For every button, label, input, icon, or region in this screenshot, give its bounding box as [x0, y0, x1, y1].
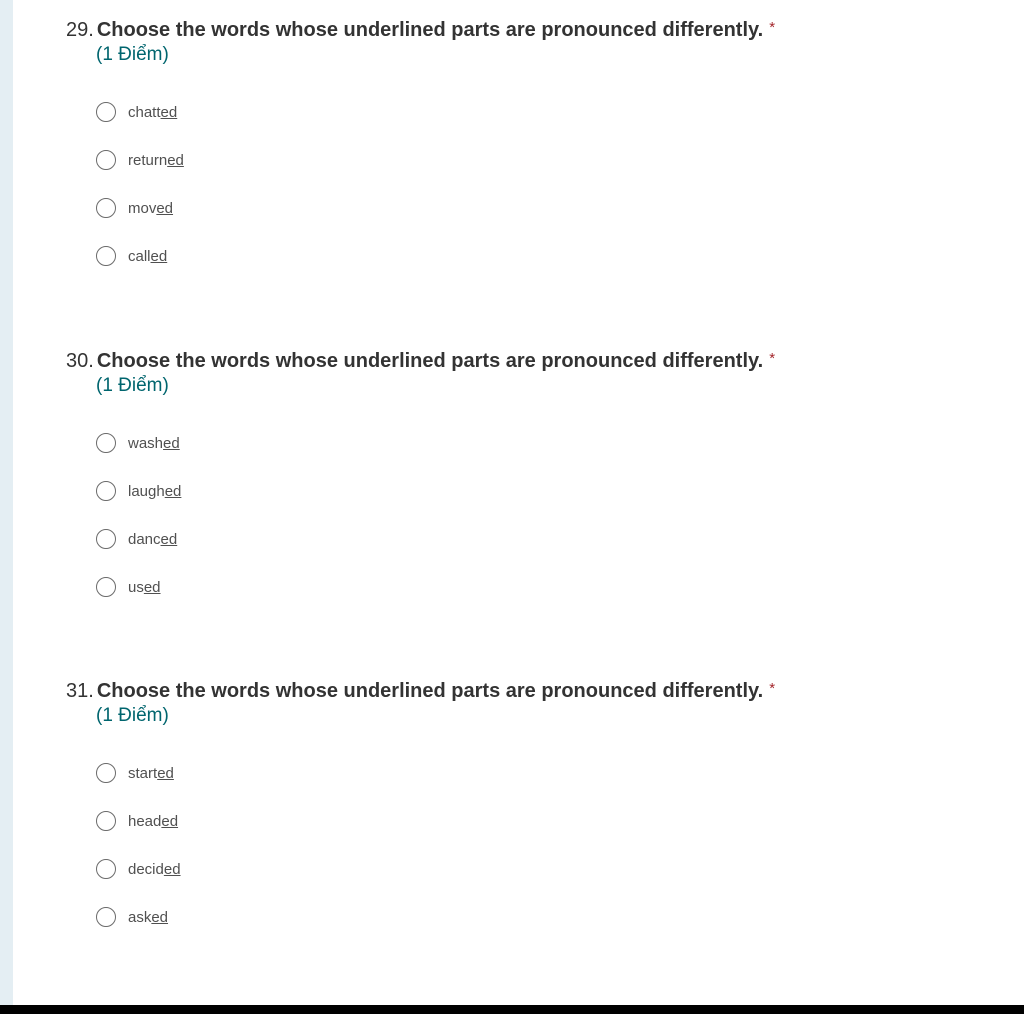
- option-stem: wash: [128, 434, 164, 452]
- form-card: [13, 0, 1024, 1005]
- option-underlined-part: ed: [156, 199, 174, 217]
- option-underlined-part: ed: [167, 151, 184, 169]
- screen-bottom-edge: [0, 1005, 1024, 1014]
- question-30: [66, 350, 1006, 611]
- option-list: [96, 419, 1006, 611]
- option-underlined-part: ed: [163, 860, 181, 878]
- option-decided[interactable]: [96, 845, 1006, 893]
- question-points: (1 Điểm): [96, 705, 169, 726]
- option-label: [128, 531, 177, 548]
- option-label: [128, 579, 161, 596]
- required-asterisk: *: [769, 350, 776, 367]
- question-31: [66, 680, 1006, 941]
- option-label: [128, 861, 181, 878]
- question-points: (1 Điểm): [96, 44, 169, 65]
- option-stem: ask: [128, 908, 152, 926]
- radio-button-unchecked-icon[interactable]: [96, 102, 116, 122]
- option-list: [96, 749, 1006, 941]
- option-label: [128, 483, 181, 500]
- left-margin-strip: [0, 0, 13, 1005]
- option-label: [128, 765, 174, 782]
- radio-button-unchecked-icon[interactable]: [96, 246, 116, 266]
- option-stem: us: [128, 578, 144, 596]
- option-label: [128, 813, 178, 830]
- radio-button-unchecked-icon[interactable]: [96, 433, 116, 453]
- option-moved[interactable]: [96, 184, 1006, 232]
- radio-button-unchecked-icon[interactable]: [96, 198, 116, 218]
- radio-button-unchecked-icon[interactable]: [96, 150, 116, 170]
- question-number: 29.: [66, 19, 94, 41]
- option-headed[interactable]: [96, 797, 1006, 845]
- radio-button-unchecked-icon[interactable]: [96, 907, 116, 927]
- option-returned[interactable]: [96, 136, 1006, 184]
- question-number: 31.: [66, 680, 94, 702]
- radio-button-unchecked-icon[interactable]: [96, 577, 116, 597]
- question-number: 30.: [66, 350, 94, 372]
- option-used[interactable]: [96, 563, 1006, 611]
- option-laughed[interactable]: [96, 467, 1006, 515]
- option-underlined-part: ed: [160, 530, 178, 548]
- option-stem: start: [128, 764, 158, 782]
- option-washed[interactable]: [96, 419, 1006, 467]
- option-stem: return: [128, 151, 168, 169]
- radio-button-unchecked-icon[interactable]: [96, 859, 116, 879]
- option-stem: chatt: [128, 103, 161, 121]
- option-danced[interactable]: [96, 515, 1006, 563]
- option-underlined-part: ed: [163, 434, 180, 452]
- question-points: (1 Điểm): [96, 375, 169, 396]
- option-underlined-part: ed: [157, 764, 174, 782]
- option-label: [128, 909, 168, 926]
- question-title: Choose the words whose underlined parts are pronounced differently.: [96, 350, 764, 372]
- option-label: [128, 152, 184, 169]
- option-label: [128, 248, 167, 265]
- option-underlined-part: ed: [143, 578, 161, 596]
- option-stem: mov: [128, 199, 157, 217]
- question-header: [66, 19, 1006, 42]
- option-stem: decid: [128, 860, 164, 878]
- option-underlined-part: ed: [150, 247, 168, 265]
- option-stem: danc: [128, 530, 161, 548]
- option-label: [128, 104, 177, 121]
- option-asked[interactable]: [96, 893, 1006, 941]
- question-29: [66, 19, 1006, 280]
- option-underlined-part: ed: [164, 482, 182, 500]
- required-asterisk: *: [769, 680, 776, 697]
- option-underlined-part: ed: [160, 103, 178, 121]
- option-label: [128, 435, 180, 452]
- radio-button-unchecked-icon[interactable]: [96, 481, 116, 501]
- question-header: [66, 350, 1006, 373]
- option-list: [96, 88, 1006, 280]
- option-started[interactable]: [96, 749, 1006, 797]
- option-stem: head: [128, 812, 162, 830]
- option-stem: call: [128, 247, 151, 265]
- option-underlined-part: ed: [161, 812, 179, 830]
- option-called[interactable]: [96, 232, 1006, 280]
- option-chatted[interactable]: [96, 88, 1006, 136]
- option-stem: laugh: [128, 482, 165, 500]
- question-title: Choose the words whose underlined parts are pronounced differently.: [96, 680, 764, 702]
- radio-button-unchecked-icon[interactable]: [96, 811, 116, 831]
- option-label: [128, 200, 173, 217]
- question-title: Choose the words whose underlined parts are pronounced differently.: [96, 19, 764, 41]
- question-header: [66, 680, 1006, 703]
- radio-button-unchecked-icon[interactable]: [96, 529, 116, 549]
- option-underlined-part: ed: [151, 908, 169, 926]
- required-asterisk: *: [769, 19, 776, 36]
- radio-button-unchecked-icon[interactable]: [96, 763, 116, 783]
